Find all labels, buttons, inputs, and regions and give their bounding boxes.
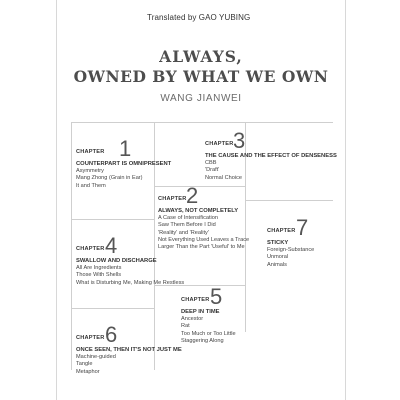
book-title-line-1: ALWAYS, bbox=[159, 47, 243, 66]
chapter-item: 'Reality' and 'Reality' bbox=[158, 229, 209, 236]
chapter-item: Mang Zhong (Grain in Ear) bbox=[76, 175, 143, 182]
chapter-item: Those With Shells bbox=[76, 272, 122, 279]
chapter-label: CHAPTER bbox=[205, 140, 234, 147]
chapter-item: All Are Ingredients bbox=[76, 265, 122, 272]
chapter-item: Too Much or Too Little bbox=[181, 330, 236, 337]
chapter-item: Asymmetry bbox=[76, 168, 104, 175]
chapter-title: ONCE SEEN, THEN IT'S NOT JUST ME bbox=[76, 347, 182, 353]
chapter-5 bbox=[181, 284, 236, 345]
chapter-3 bbox=[205, 128, 337, 182]
chapter-item: CBB bbox=[205, 160, 217, 167]
chapter-6 bbox=[76, 322, 182, 376]
chapter-label: CHAPTER bbox=[158, 195, 187, 202]
chapter-label: CHAPTER bbox=[76, 245, 105, 252]
author-name: WANG JIANWEI bbox=[160, 93, 242, 104]
chapter-item: Saw Them Before I Did bbox=[158, 222, 216, 229]
chapter-number: 5 bbox=[210, 284, 223, 309]
chapter-7 bbox=[267, 215, 314, 269]
chapter-item: A Case of Intensification bbox=[158, 215, 219, 222]
chapter-1 bbox=[76, 136, 171, 190]
chapter-item: Ancestor bbox=[181, 316, 204, 323]
chapter-title: THE CAUSE AND THE EFFECT OF DENSENESS bbox=[205, 153, 337, 159]
book-cover bbox=[56, 0, 346, 400]
chapter-item: 'Draft' bbox=[205, 167, 220, 174]
chapter-item: Larger Than the Part 'Useful' to Me bbox=[158, 244, 245, 251]
chapter-item: Machine-guided bbox=[76, 354, 116, 361]
chapter-number: 2 bbox=[186, 183, 199, 208]
chapter-number: 7 bbox=[296, 215, 309, 240]
chapter-title: DEEP IN TIME bbox=[181, 309, 220, 315]
chapter-item: Foreign-Substance bbox=[267, 247, 315, 254]
chapter-item: Normal Choice bbox=[205, 174, 242, 181]
divider-line bbox=[71, 219, 154, 220]
chapter-label: CHAPTER bbox=[267, 227, 296, 234]
translator-credit: Translated by GAO YUBING bbox=[147, 13, 251, 22]
chapter-title: STICKY bbox=[267, 240, 289, 246]
chapter-number: 3 bbox=[233, 128, 246, 153]
chapter-item: Not Everything Used Leaves a Trace bbox=[158, 236, 250, 243]
chapter-item: Unmoral bbox=[267, 254, 289, 261]
book-title-line-2: OWNED BY WHAT WE OWN bbox=[73, 67, 329, 86]
chapter-number: 6 bbox=[105, 322, 118, 347]
divider-line bbox=[71, 122, 333, 123]
chapter-item: Rat bbox=[181, 323, 190, 330]
divider-line bbox=[245, 200, 333, 201]
chapter-label: CHAPTER bbox=[76, 334, 105, 341]
chapter-item: Animals bbox=[267, 261, 287, 268]
chapter-item: What is Disturbing Me, Making Me Restless bbox=[76, 279, 185, 286]
chapter-label: CHAPTER bbox=[76, 148, 105, 155]
chapter-title: ALWAYS, NOT COMPLETELY bbox=[158, 208, 239, 214]
chapter-number: 1 bbox=[119, 136, 132, 161]
chapter-item: Staggering Along bbox=[181, 337, 224, 344]
divider-line bbox=[71, 122, 72, 370]
chapter-item: It and Them bbox=[76, 182, 106, 189]
chapter-item: Metaphor bbox=[76, 368, 100, 375]
chapter-title: SWALLOW AND DISCHARGE bbox=[76, 258, 157, 264]
chapter-title: COUNTERPART IS OMNIPRESENT bbox=[76, 161, 172, 167]
divider-line bbox=[71, 308, 154, 309]
chapter-item: Tangle bbox=[76, 361, 93, 368]
chapter-4 bbox=[76, 233, 184, 287]
chapter-number: 4 bbox=[105, 233, 118, 258]
chapter-label: CHAPTER bbox=[181, 296, 210, 303]
